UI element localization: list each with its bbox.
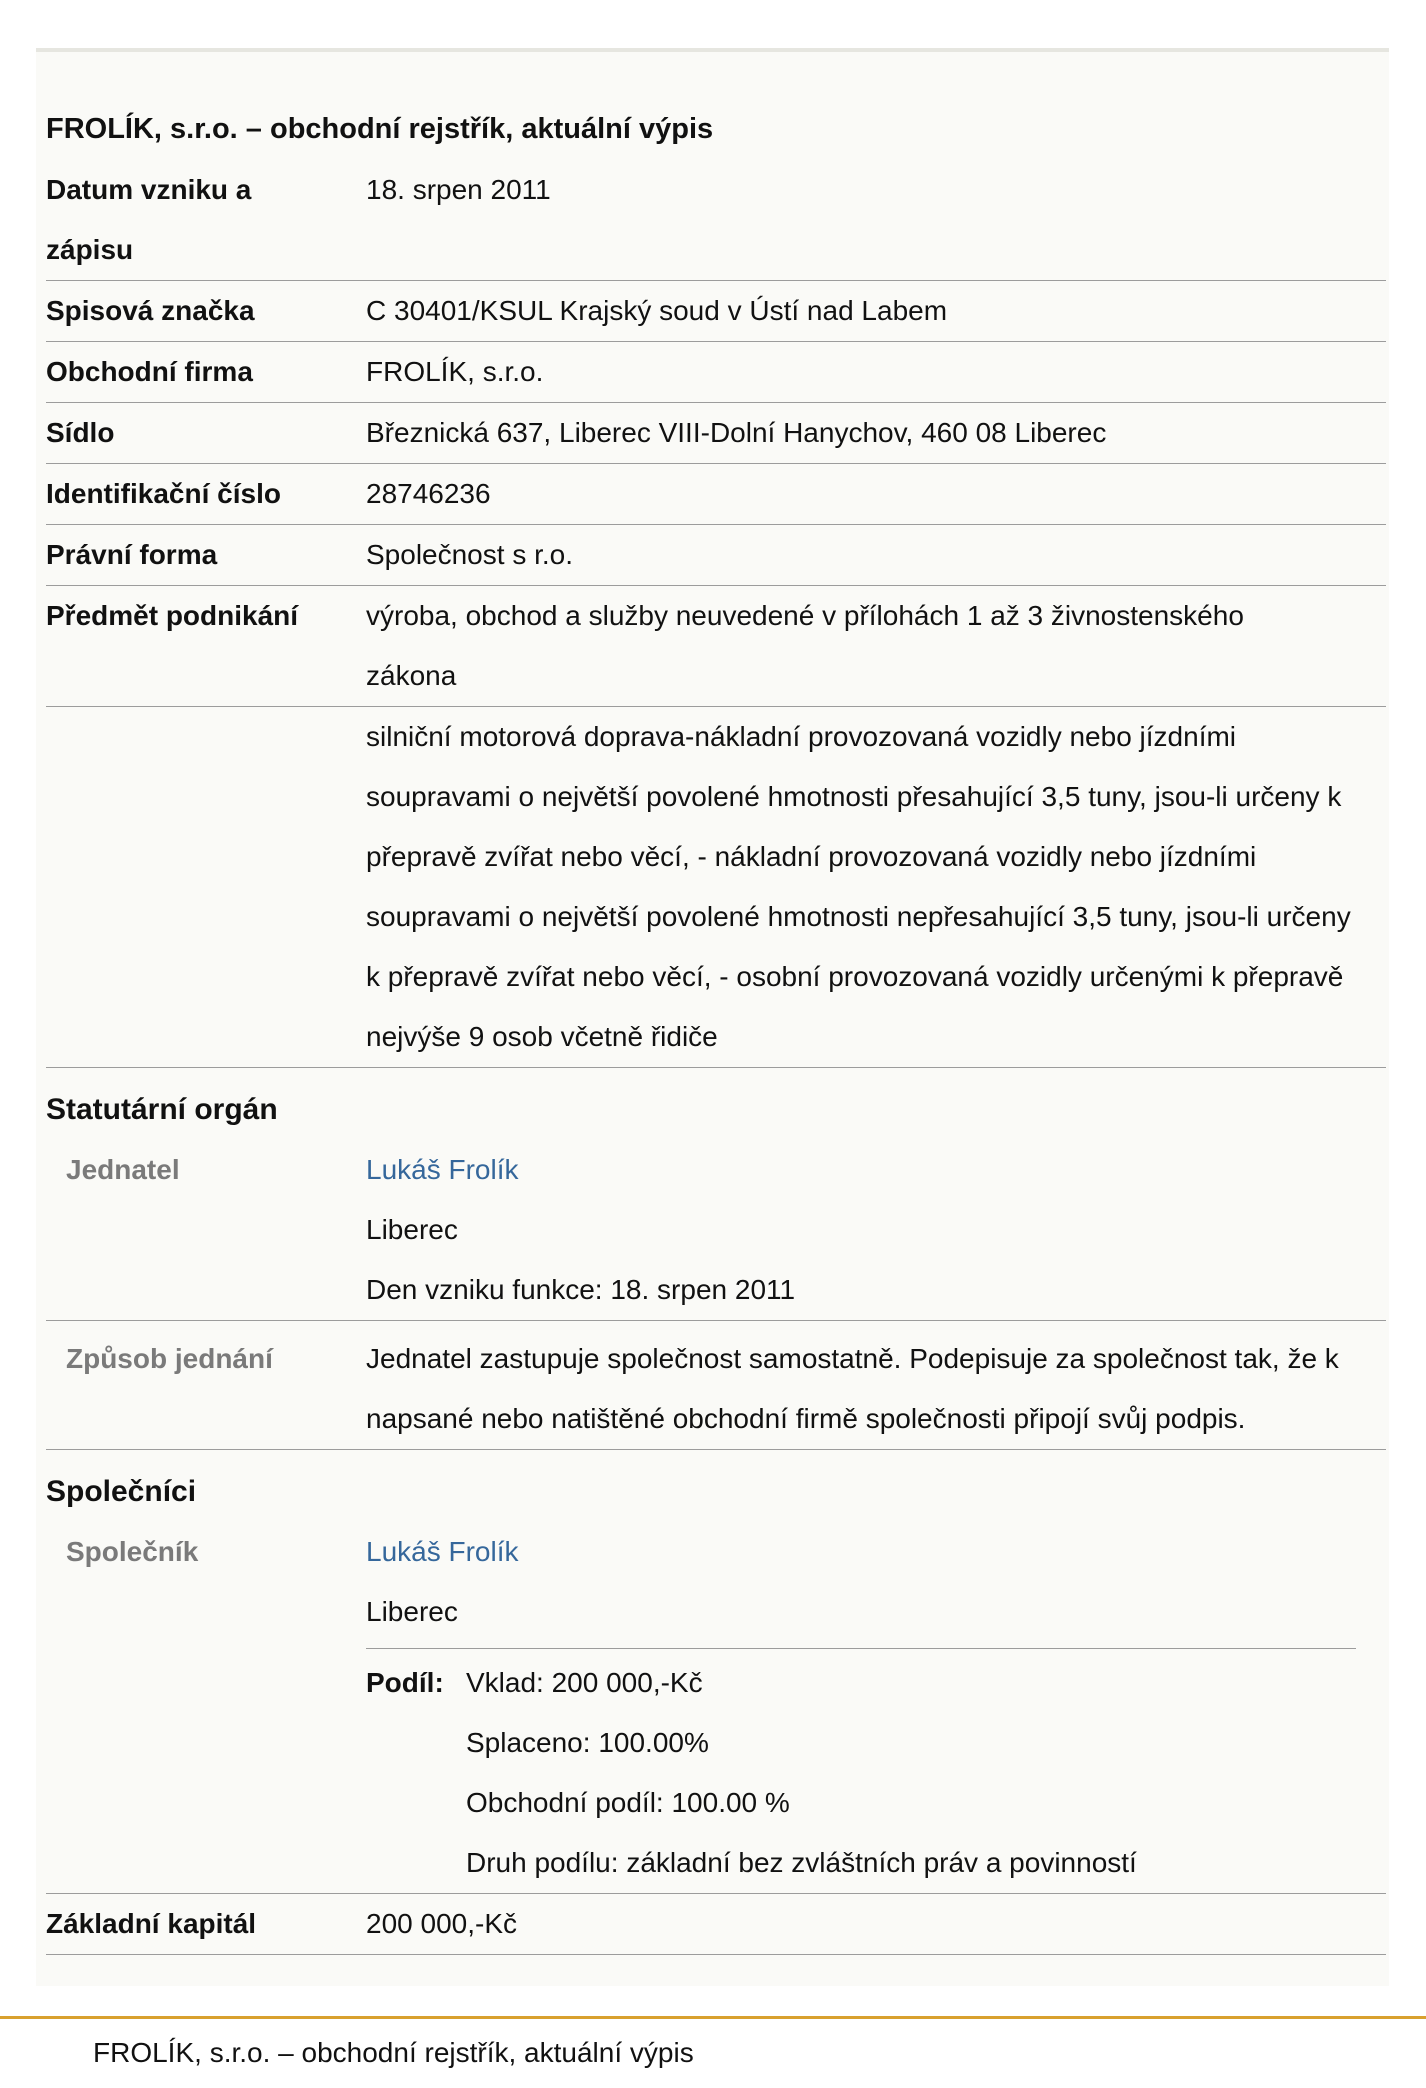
document-frame [36,48,1389,1986]
section-statutarni-organ: Statutární orgán [46,1093,278,1126]
podil-vklad: Vklad: 200 000,-Kč [466,1667,703,1698]
podil-details [466,1653,1137,1893]
row-label: Předmět podnikání [46,600,299,631]
jednatel-since: Den vzniku funkce: 18. srpen 2011 [366,1274,796,1305]
row-sublabel: Společník [66,1536,199,1567]
row-value: 18. srpen 2011 [366,174,551,205]
row-predmet-podnikani [46,586,1386,707]
podil-block [366,1648,1356,1893]
row-sublabel: Způsob jednání [66,1343,273,1374]
footer-text: FROLÍK, s.r.o. – obchodní rejstřík, aktuální výpis [93,2037,694,2068]
row-label-empty [46,707,366,1067]
podil-obchodni: Obchodní podíl: 100.00 % [466,1787,790,1818]
row-ico [46,464,1386,525]
jednatel-name-link[interactable]: Lukáš Frolík [366,1154,519,1185]
podil-label: Podíl: [366,1667,444,1698]
footer-divider [0,2016,1426,2019]
row-label: Základní kapitál [46,1908,257,1939]
row-value: silniční motorová doprava-nákladní provozovaná vozidly nebo jízdními soupravami o největší povolené hmotnosti přesahující 3,5 tuny, jsou-li určeny k přepravě zvířat nebo věcí, - nákladní provozovaná vozidly nebo jízdními soupravami o největší povolené hmotnosti nepřesahující 3,5 tuny, jsou-li určeny k přepravě zvířat nebo věcí, - osobní provozovaná vozidly určenými k přepravě nejvýše 9 osob včetně řidiče [366,721,1351,1052]
podil-druh: Druh podílu: základní bez zvláštních práv a povinností [466,1847,1137,1878]
row-obchodni-firma [46,342,1386,403]
jednatel-block [366,1140,1386,1320]
row-zpusob-jednani [46,1321,1386,1450]
row-value: 28746236 [366,478,491,509]
row-sublabel: Jednatel [66,1154,180,1185]
spolecnik-name-link[interactable]: Lukáš Frolík [366,1536,519,1567]
document-content [46,98,1386,1955]
row-value: Březnická 637, Liberec VIII-Dolní Hanychov, 460 08 Liberec [366,417,1107,448]
row-value: Společnost s r.o. [366,539,574,570]
row-value: 200 000,-Kč [366,1908,517,1939]
row-jednatel [46,1140,1386,1321]
row-spolecnik [46,1522,1386,1894]
jednatel-city: Liberec [366,1214,458,1245]
row-value: FROLÍK, s.r.o. [366,356,544,387]
spolecnik-city: Liberec [366,1596,458,1627]
section-spolecnici: Společníci [46,1475,197,1508]
podil-splaceno: Splaceno: 100.00% [466,1727,709,1758]
row-predmet-podnikani-2 [46,707,1386,1068]
row-spisova-znacka [46,281,1386,342]
row-value: Jednatel zastupuje společnost samostatně. Podepisuje za společnost tak, že k napsané nebo natištěné obchodní firmě společnosti připojí svůj podpis. [366,1343,1339,1434]
page-title: FROLÍK, s.r.o. – obchodní rejstřík, aktuální výpis [46,113,714,145]
row-pravni-forma [46,525,1386,586]
row-value: výroba, obchod a služby neuvedené v přílohách 1 až 3 živnostenského zákona [366,600,1244,691]
spolecnik-block [366,1522,1386,1893]
row-label: Spisová značka [46,295,255,326]
row-label: Obchodní firma [46,356,253,387]
row-value: C 30401/KSUL Krajský soud v Ústí nad Labem [366,295,948,326]
row-zakladni-kapital [46,1894,1386,1955]
row-sidlo [46,403,1386,464]
row-label: Datum vzniku a zápisu [46,174,252,265]
row-datum-vzniku [46,160,1386,281]
row-label: Sídlo [46,417,115,448]
row-label: Právní forma [46,539,218,570]
row-label: Identifikační číslo [46,478,281,509]
